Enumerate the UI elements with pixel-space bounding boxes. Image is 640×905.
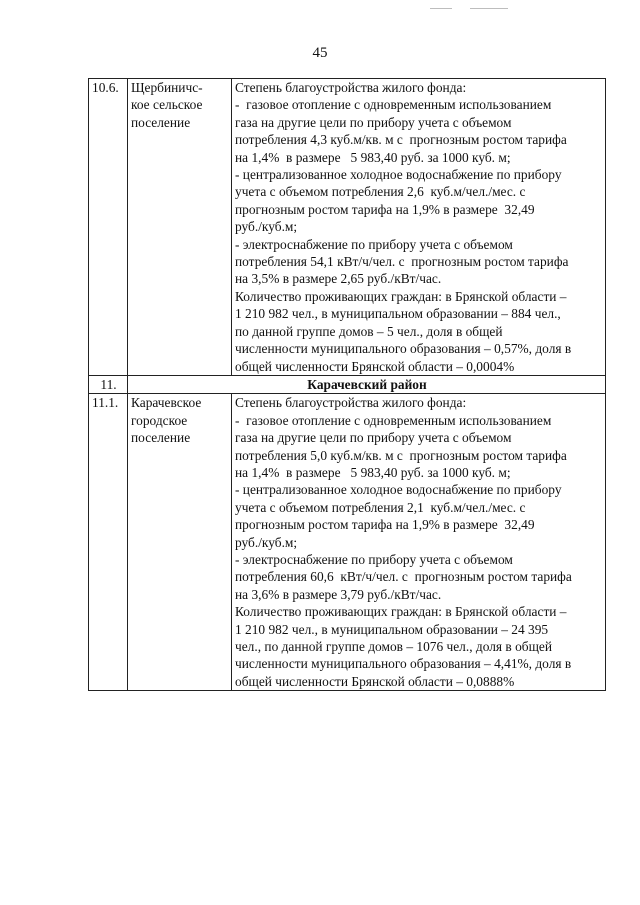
description-line: численности муниципального образования – 0,57%, доля в	[235, 341, 572, 357]
section-row	[89, 375, 606, 393]
settlement-name	[128, 79, 232, 376]
description-line: потребления 54,1 кВт/ч/чел. с прогнозным ростом тарифа	[235, 254, 569, 270]
description-line: 1 210 982 чел., в муниципальном образовании – 24 395	[235, 621, 549, 637]
description-line: - централизованное холодное водоснабжение по прибору	[235, 167, 562, 183]
description-line: - электроснабжение по прибору учета с объемом	[235, 236, 513, 252]
description-line: руб./куб.м;	[235, 534, 298, 550]
description-line: - централизованное холодное водоснабжение по прибору	[235, 482, 562, 498]
section-number: 11.	[89, 375, 128, 393]
description-line: потребления 4,3 куб.м/кв. м с прогнозным ростом тарифа	[235, 132, 567, 148]
description-line: Степень благоустройства жилого фонда:	[235, 80, 467, 95]
description-line: на 3,5% в размере 2,65 руб./кВт/час.	[235, 271, 442, 287]
section-title: Карачевский район	[128, 375, 606, 393]
housing-description	[232, 394, 606, 691]
description-line: - газовое отопление с одновременным использованием	[235, 412, 552, 428]
description-line: Степень благоустройства жилого фонда:	[235, 395, 467, 411]
row-number: 10.6.	[89, 79, 128, 376]
settlement-name-line: поселение	[131, 430, 191, 446]
description-line: потребления 5,0 куб.м/кв. м с прогнозным ростом тарифа	[235, 447, 567, 463]
description-line: - электроснабжение по прибору учета с объемом	[235, 551, 513, 567]
description-line: учета с объемом потребления 2,6 куб.м/чел./мес. с	[235, 184, 526, 200]
description-line: по данной группе домов – 5 чел., доля в общей	[235, 323, 503, 339]
settlement-name	[128, 394, 232, 691]
housing-description	[232, 79, 606, 376]
description-line: газа на другие цели по прибору учета с объемом	[235, 114, 512, 130]
description-line: общей численности Брянской области – 0,0004%	[235, 358, 515, 374]
table-row-11-1	[89, 394, 606, 691]
scan-artifact-line	[430, 8, 452, 9]
description-line: прогнозным ростом тарифа на 1,9% в размере 32,49	[235, 517, 535, 533]
description-line: прогнозным ростом тарифа на 1,9% в размере 32,49	[235, 201, 535, 217]
description-line: численности муниципального образования – 4,41%, доля в	[235, 656, 572, 672]
description-line: на 1,4% в размере 5 983,40 руб. за 1000 куб. м;	[235, 149, 511, 165]
description-line: газа на другие цели по прибору учета с объемом	[235, 430, 512, 446]
description-line: Количество проживающих граждан: в Брянской области –	[235, 288, 567, 304]
settlement-name-line: поселение	[131, 114, 191, 130]
description-line: Количество проживающих граждан: в Брянской области –	[235, 604, 567, 620]
scan-artifact-line	[470, 8, 508, 9]
description-line: потребления 60,6 кВт/ч/чел. с прогнозным ростом тарифа	[235, 569, 572, 585]
settlement-name-line: кое сельское	[131, 97, 203, 113]
settlement-name-line: Щербиничс-	[131, 80, 203, 95]
description-line: 1 210 982 чел., в муниципальном образовании – 884 чел.,	[235, 306, 561, 322]
table-row-10-6	[89, 79, 606, 376]
settlement-name-line: Карачевское	[131, 395, 202, 411]
description-line: - газовое отопление с одновременным использованием	[235, 97, 552, 113]
description-line: руб./куб.м;	[235, 219, 298, 235]
settlement-name-line: городское	[131, 412, 188, 428]
document-table	[88, 78, 606, 691]
description-line: учета с объемом потребления 2,1 куб.м/чел./мес. с	[235, 499, 526, 515]
description-line: чел., по данной группе домов – 1076 чел., доля в общей	[235, 639, 553, 654]
description-line: на 3,6% в размере 3,79 руб./кВт/час.	[235, 586, 442, 602]
description-line: на 1,4% в размере 5 983,40 руб. за 1000 куб. м;	[235, 464, 511, 480]
page-number: 45	[312, 45, 328, 61]
description-line: общей численности Брянской области – 0,0888%	[235, 673, 515, 689]
row-number: 11.1.	[89, 394, 128, 691]
